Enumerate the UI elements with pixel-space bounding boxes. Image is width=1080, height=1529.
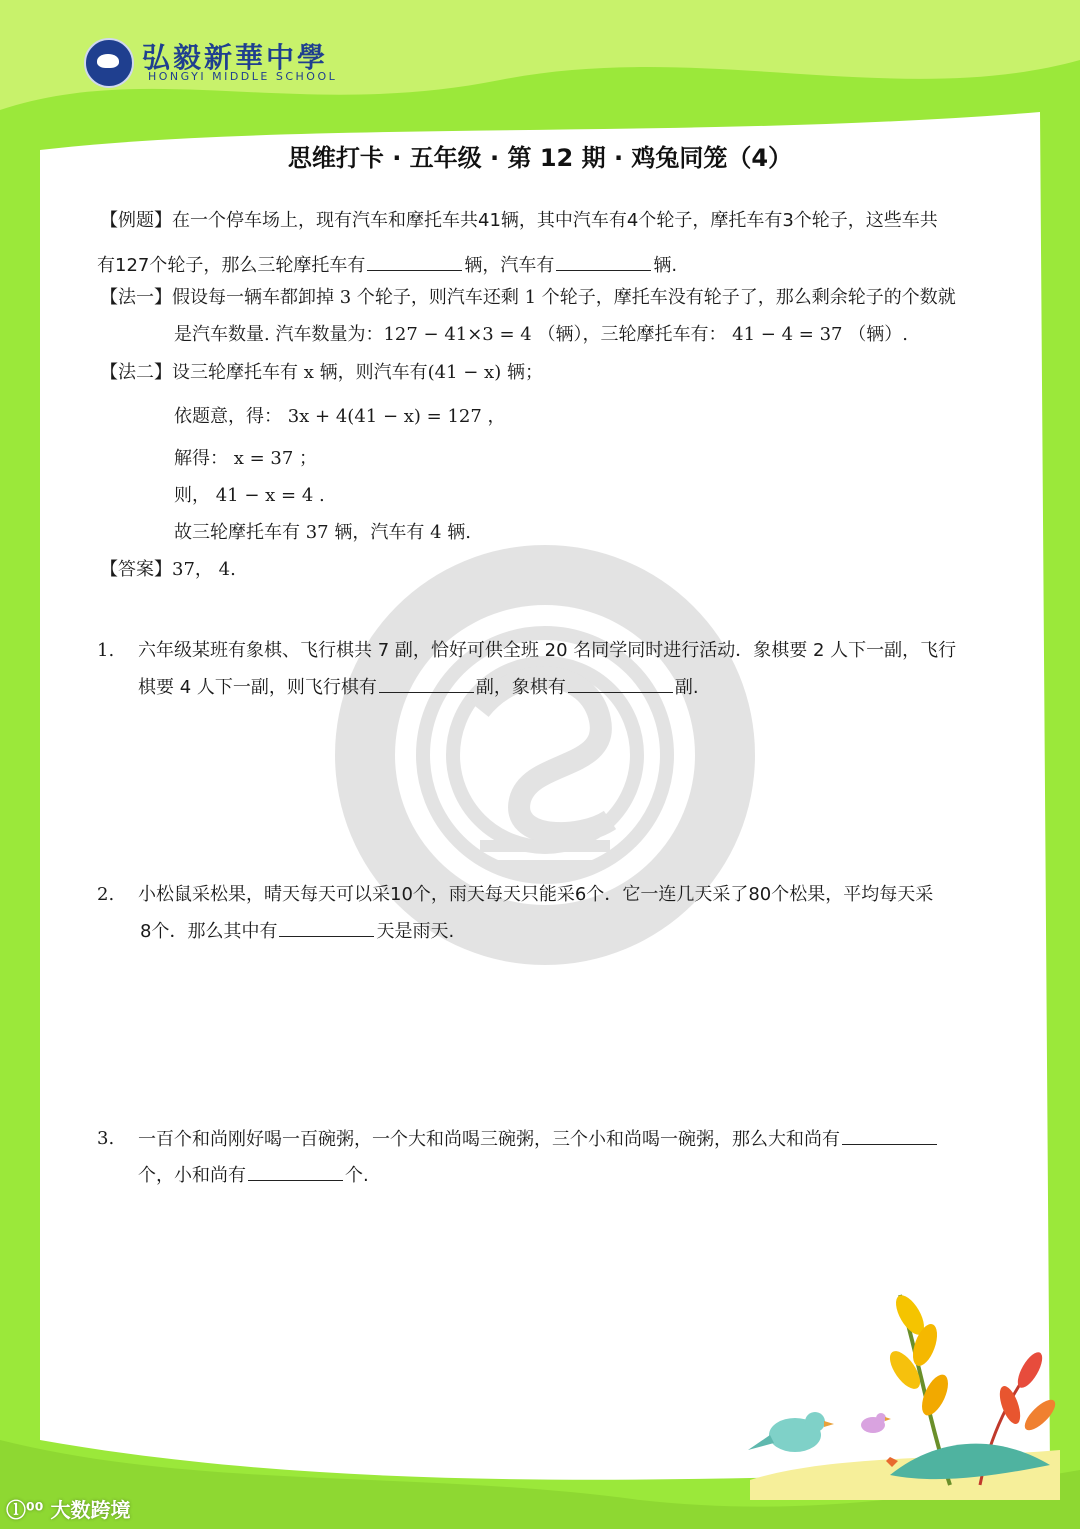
answer-line [100, 557, 236, 583]
method2-text-4: 则， 41 − x = 4 . [174, 485, 325, 506]
method2-tag: 【法二】 [100, 362, 172, 383]
question-3-number: 3. [97, 1128, 115, 1149]
question-1-blank-chess[interactable] [568, 674, 673, 693]
question-1-number: 1. [97, 640, 115, 661]
method1-text-1: 假设每一辆车都卸掉 3 个轮子，则汽车还剩 1 个轮子，摩托车没有轮子了，那么剩余轮子的个数就 [172, 287, 956, 308]
question-1-blank-flight-chess[interactable] [379, 674, 474, 693]
question-2-number: 2. [97, 884, 115, 905]
school-name-en: HONGYI MIDDLE SCHOOL [148, 70, 338, 83]
example-text-1: 在一个停车场上，现有汽车和摩托车共41辆，其中汽车有4个轮子，摩托车有3个轮子，这些车共 [172, 210, 938, 231]
leaves-and-birds-decoration [740, 1285, 1070, 1500]
method2-text-2: 依题意，得： 3x + 4(41 − x) = 127 ， [174, 406, 506, 427]
example-blank-moto[interactable] [367, 252, 462, 271]
example-line-1 [100, 208, 938, 234]
question-2-text-2b: 天是雨天. [376, 921, 455, 942]
example-line-2 [97, 252, 677, 279]
answer-text: 37， 4. [172, 559, 236, 580]
question-1-text-2b: 副，象棋有 [475, 677, 566, 698]
question-1-line-1: 六年级某班有象棋、飞行棋共 7 副，恰好可供全班 20 名同学同时进行活动．象棋要 2 人下一副，飞行 [138, 640, 957, 661]
footer-brand [6, 1494, 130, 1523]
example-text-2b: 辆，汽车有 [464, 255, 555, 276]
footer-brand-icon: ⓛ⁰⁰ [6, 1498, 51, 1522]
page-title: 思维打卡 · 五年级 · 第 12 期 · 鸡兔同笼（4） [287, 144, 793, 172]
question-2-line-1: 小松鼠采松果，晴天每天可以采10个，雨天每天只能采6个．它一连几天采了80个松果，平均每天采 [138, 884, 934, 905]
method2-line-1 [100, 360, 543, 386]
method2-text-3: 解得： x = 37 ； [174, 448, 318, 469]
question-3-blank-small-monks[interactable] [248, 1162, 343, 1181]
example-blank-car[interactable] [556, 252, 651, 271]
question-3-text-2a: 个，小和尚有 [138, 1165, 246, 1186]
school-name-cn: 弘毅新華中學 [142, 41, 329, 74]
school-seal-icon [84, 38, 134, 88]
question-1-text-2c: 副. [674, 677, 699, 698]
footer-brand-text: 大数跨境 [50, 1498, 131, 1522]
question-3-text-2b: 个. [345, 1165, 369, 1186]
question-2-line-2 [140, 918, 454, 945]
question-3-text-1a: 一百个和尚刚好喝一百碗粥，一个大和尚喝三碗粥，三个小和尚喝一碗粥，那么大和尚有 [138, 1129, 840, 1150]
example-text-2a: 有127个轮子，那么三轮摩托车有 [97, 255, 366, 276]
question-3-line-1 [138, 1126, 939, 1153]
question-1-line-2 [138, 674, 699, 701]
answer-tag: 【答案】 [100, 559, 172, 580]
question-3-line-2 [138, 1162, 369, 1189]
question-2-text-2a: 8个．那么其中有 [140, 921, 278, 942]
question-3-blank-big-monks[interactable] [842, 1126, 937, 1145]
method1-tag: 【法一】 [100, 287, 172, 308]
method2-text-1: 设三轮摩托车有 x 辆，则汽车有(41 − x) 辆； [172, 362, 543, 383]
example-tag: 【例题】 [100, 210, 172, 231]
method2-text-5: 故三轮摩托车有 37 辆，汽车有 4 辆. [174, 522, 471, 543]
method1-line-1 [100, 285, 956, 311]
school-logo [84, 36, 344, 88]
example-text-2c: 辆. [653, 255, 678, 276]
question-1-text-2a: 棋要 4 人下一副，则飞行棋有 [138, 677, 377, 698]
question-2-blank-rainy-days[interactable] [279, 918, 374, 937]
method1-text-2: 是汽车数量. 汽车数量为：127 − 41×3 = 4 （辆），三轮摩托车有： 41 − 4 = 37 （辆）. [174, 324, 908, 345]
